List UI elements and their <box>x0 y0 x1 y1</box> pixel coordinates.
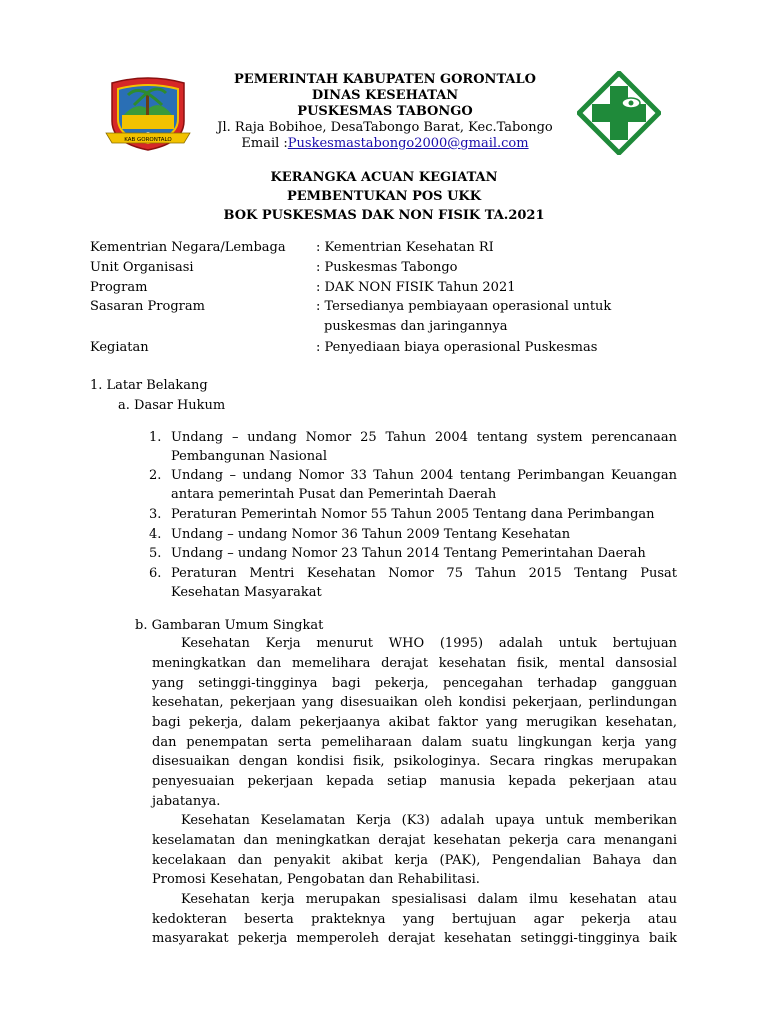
paragraph-line: Kesehatan kerja merupakan spesialisasi dalam ilmu kesehatan atau <box>181 892 677 907</box>
paragraph-line: kedokteran beserta prakteknya yang bertujuan agar pekerja atau <box>152 912 677 927</box>
paragraph-line: kecelakaan dan penyakit akibat kerja (PAK), Pengendalian Bahaya dan <box>152 853 677 868</box>
doc-title-line2: PEMBENTUKAN POS UKK <box>286 189 482 204</box>
email-link[interactable]: Puskesmastabongo2000@gmail.com <box>287 136 529 151</box>
subsection-heading-b: b. Gambaran Umum Singkat <box>135 618 324 633</box>
info-label: Unit Organisasi <box>90 260 194 275</box>
letterhead-department: DINAS KESEHATAN <box>311 88 459 103</box>
info-value: : DAK NON FISIK Tahun 2021 <box>316 280 516 295</box>
paragraph-line: penyesuaian pekerjaan kepada setiap manusia kepada pekerjaan atau <box>152 774 677 789</box>
letterhead-puskesmas: PUSKESMAS TABONGO <box>297 104 473 119</box>
subsection-heading-a: a. Dasar Hukum <box>118 398 226 413</box>
info-value-continued: puskesmas dan jaringannya <box>324 319 508 334</box>
paragraph-line: yang setinggi-tingginya bagi pekerja, pencegahan terhadap gangguan <box>152 676 677 691</box>
info-label: Kegiatan <box>90 340 149 355</box>
list-item-number: 2. <box>149 468 162 483</box>
paragraph-line: meningkatkan dan memelihara derajat kesehatan fisik, mental dansosial <box>152 656 677 671</box>
paragraph-line: Kesehatan Keselamatan Kerja (K3) adalah upaya untuk memberikan <box>181 813 677 828</box>
list-item-continued: antara pemerintah Pusat dan Pemerintah Daerah <box>171 487 497 502</box>
section-heading: 1. Latar Belakang <box>90 378 208 393</box>
list-item-continued: Pembangunan Nasional <box>171 449 328 464</box>
paragraph-line: keselamatan dan meningkatkan derajat kesehatan pekerja cara menangani <box>152 833 677 848</box>
letterhead-address: Jl. Raja Bobihoe, DesaTabongo Barat, Kec.Tabongo <box>217 120 553 135</box>
paragraph-line: jabatanya. <box>152 794 221 809</box>
doc-title-line3: BOK PUSKESMAS DAK NON FISIK TA.2021 <box>223 208 545 223</box>
info-label: Kementrian Negara/Lembaga <box>90 240 286 255</box>
list-item-number: 3. <box>149 507 162 522</box>
paragraph-line: disesuaikan dengan kondisi fisik, psikologinya. Secara ringkas merupakan <box>152 754 677 769</box>
info-label: Program <box>90 280 148 295</box>
email-label: Email : <box>241 136 288 151</box>
info-label: Sasaran Program <box>90 299 205 314</box>
paragraph-line: kesehatan, pekerjaan yang disesuaikan oleh kondisi pekerjaan, perlindungan <box>152 695 677 710</box>
list-item-number: 6. <box>149 566 162 581</box>
paragraph-line: bagi pekerja, dalam pekerjaanya akibat faktor yang merugikan kesehatan, <box>152 715 677 730</box>
paragraph-line: Kesehatan Kerja menurut WHO (1995) adalah untuk bertujuan <box>181 636 677 651</box>
info-value: : Puskesmas Tabongo <box>316 260 458 275</box>
paragraph-line: masyarakat pekerja memperoleh derajat kesehatan setinggi-tingginya baik <box>152 931 677 946</box>
puskesmas-logo <box>577 71 661 155</box>
list-item: Undang – undang Nomor 25 Tahun 2004 tentang system perencanaan <box>171 430 677 445</box>
list-item: Peraturan Mentri Kesehatan Nomor 75 Tahun 2015 Tentang Pusat <box>171 566 677 581</box>
list-item-number: 1. <box>149 430 162 445</box>
list-item: Undang – undang Nomor 36 Tahun 2009 Tentang Kesehatan <box>171 527 571 542</box>
list-item: Peraturan Pemerintah Nomor 55 Tahun 2005 Tentang dana Perimbangan <box>171 507 655 522</box>
emblem-banner-text: KAB GORONTALO <box>124 137 172 143</box>
list-item-number: 4. <box>149 527 162 542</box>
doc-title-line1: KERANGKA ACUAN KEGIATAN <box>270 170 498 185</box>
info-value: : Kementrian Kesehatan RI <box>316 240 494 255</box>
kabupaten-gorontalo-emblem-logo <box>104 75 192 151</box>
info-value: : Tersedianya pembiayaan operasional untuk <box>316 299 612 314</box>
list-item-number: 5. <box>149 546 162 561</box>
list-item: Undang – undang Nomor 33 Tahun 2004 tentang Perimbangan Keuangan <box>171 468 677 483</box>
list-item-continued: Kesehatan Masyarakat <box>171 585 322 600</box>
letterhead <box>200 70 570 150</box>
letterhead-government: PEMERINTAH KABUPATEN GORONTALO <box>234 72 536 87</box>
info-value: : Penyediaan biaya operasional Puskesmas <box>316 340 598 355</box>
paragraph-line: dan penempatan serta pemeliharaan dalam suatu lingkungan kerja yang <box>152 735 677 750</box>
paragraph-line: Promosi Kesehatan, Pengobatan dan Rehabilitasi. <box>152 872 480 887</box>
list-item: Undang – undang Nomor 23 Tahun 2014 Tentang Pemerintahan Daerah <box>171 546 646 561</box>
letterhead-email <box>200 134 570 154</box>
